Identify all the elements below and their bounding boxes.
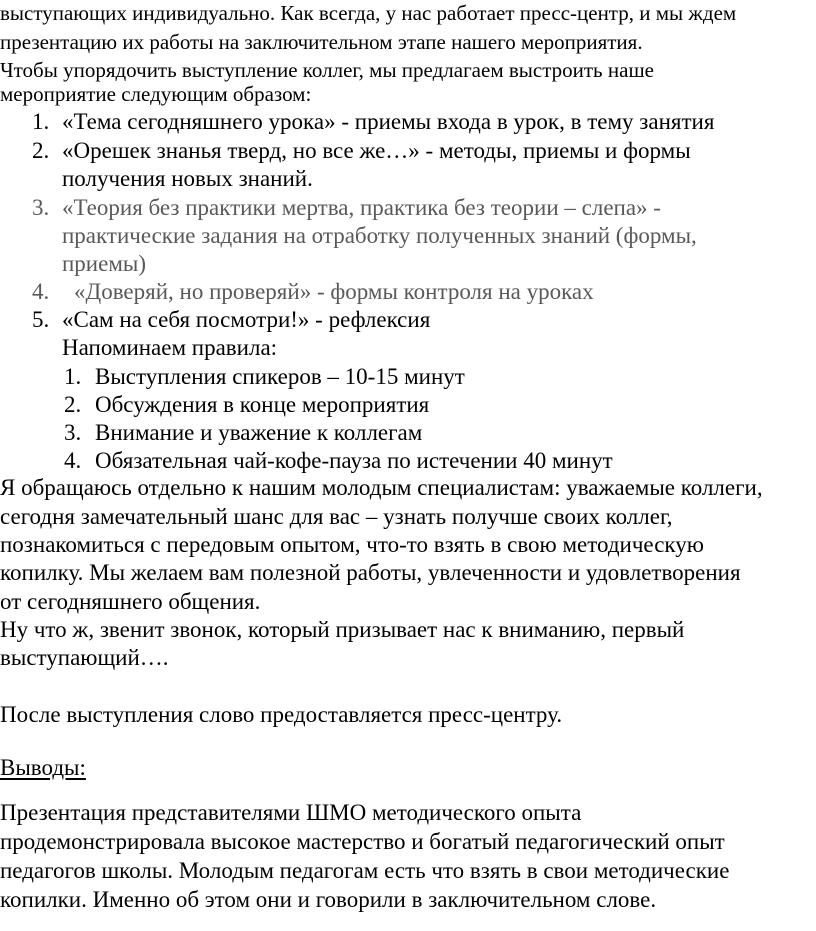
bell-line: Ну что ж, звенит звонок, который призывает нас к вниманию, первый (0, 617, 685, 642)
bell-line: выступающий…. (0, 645, 169, 670)
conclusion-line: копилки. Именно об этом они и говорили в заключительном слове. (0, 887, 657, 912)
address-line: копилку. Мы желаем вам полезной работы, увлеченности и удовлетворения (0, 560, 741, 585)
intro-line: Чтобы упорядочить выступление коллег, мы предлагаем выстроить наше (0, 58, 654, 82)
conclusion-line: продемонстрировала высокое мастерство и богатый педагогический опыт (0, 829, 725, 854)
address-line: Я обращаюсь отдельно к нашим молодым специалистам: уважаемые коллеги, (0, 475, 763, 500)
agenda-number: 5. (32, 307, 50, 332)
rule-text: Обсуждения в конце мероприятия (95, 392, 430, 417)
address-line: от сегодняшнего общения. (0, 589, 261, 614)
rule-number: 1. (64, 364, 82, 389)
intro-line: выступающих индивидуально. Как всегда, у нас работает пресс-центр, и мы ждем (0, 1, 737, 25)
agenda-number: 1. (32, 109, 50, 134)
rules-heading: Напоминаем правила: (62, 335, 278, 360)
agenda-text: получения новых знаний. (62, 166, 313, 191)
agenda-text: «Доверяй, но проверяй» - формы контроля на уроках (74, 279, 594, 304)
address-line: сегодня замечательный шанс для вас – узнать получше своих коллег, (0, 504, 673, 529)
rule-number: 3. (64, 420, 82, 445)
agenda-text: «Тема сегодняшнего урока» - приемы входа в урок, в тему занятия (62, 109, 715, 134)
intro-line: презентацию их работы на заключительном этапе нашего мероприятия. (0, 30, 643, 54)
agenda-text: практические задания на отработку полученных знаний (формы, (62, 223, 697, 248)
agenda-text: приемы) (62, 251, 146, 276)
press-center-line: После выступления слово предоставляется пресс-центру. (0, 702, 563, 727)
rule-text: Выступления спикеров – 10-15 минут (95, 364, 465, 389)
agenda-number: 3. (32, 195, 50, 220)
agenda-text: «Сам на себя посмотри!» - рефлексия (62, 307, 431, 332)
conclusion-line: педагогов школы. Молодым педагогам есть что взять в свои методические (0, 858, 730, 883)
agenda-text: «Орешек знанья тверд, но все же…» - методы, приемы и формы (62, 138, 691, 163)
rule-text: Внимание и уважение к коллегам (95, 420, 423, 445)
agenda-text: «Теория без практики мертва, практика без теории – слепа» - (62, 195, 661, 220)
address-line: познакомиться с передовым опытом, что-то взять в свою методическую (0, 532, 704, 557)
rule-text: Обязательная чай-кофе-пауза по истечении 40 минут (95, 448, 613, 473)
agenda-number: 4. (32, 279, 50, 304)
rule-number: 4. (64, 448, 82, 473)
agenda-number: 2. (32, 138, 50, 163)
conclusion-line: Презентация представителями ШМО методического опыта (0, 800, 582, 825)
rule-number: 2. (64, 392, 82, 417)
conclusions-heading: Выводы: (0, 755, 86, 780)
intro-line: мероприятие следующим образом: (0, 82, 312, 106)
